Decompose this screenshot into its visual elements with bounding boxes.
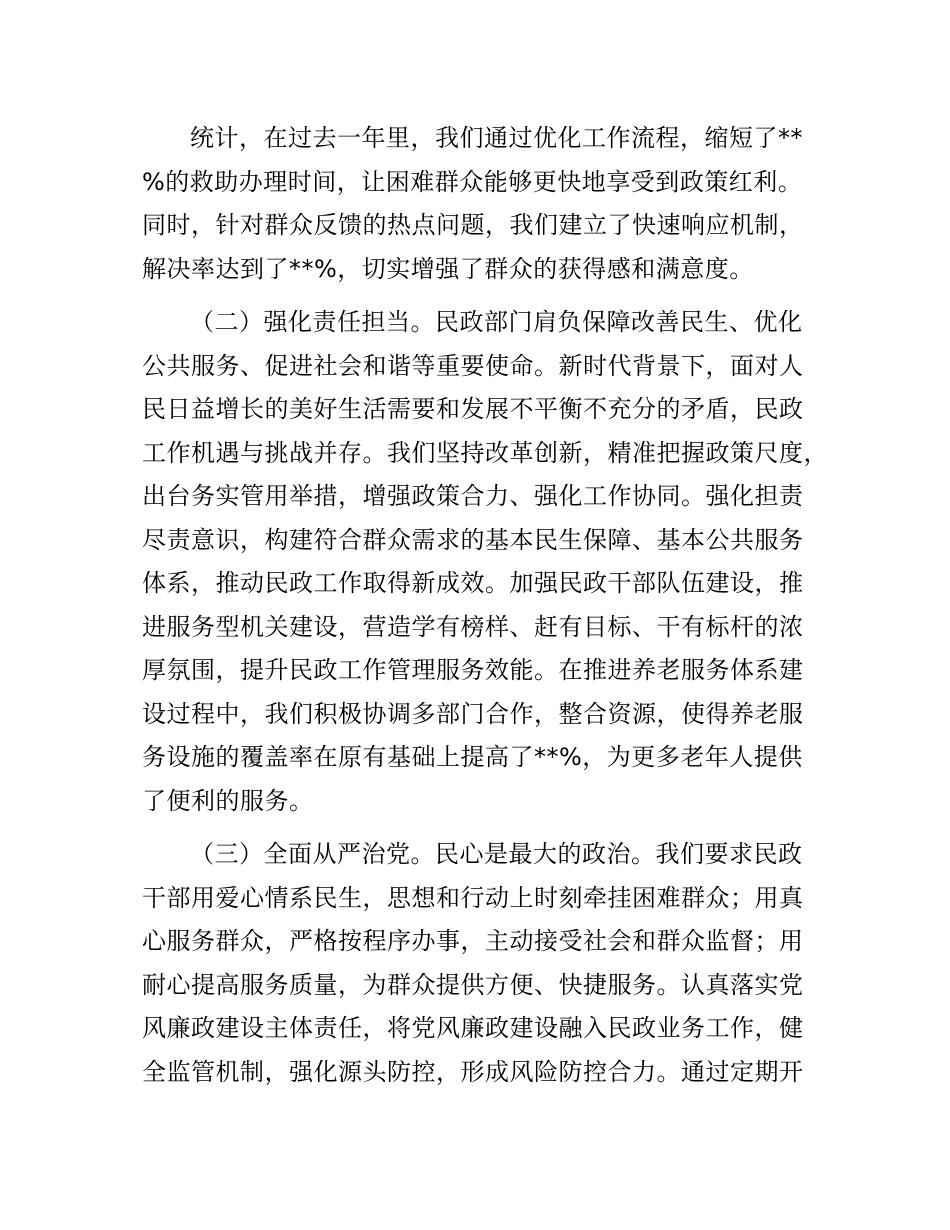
text-line: 设过程中，我们积极协调多部门合作，整合资源，使得养老服: [142, 699, 804, 728]
text-line: 干部用爱心情系民生，思想和行动上时刻牵挂困难群众；用真: [142, 883, 804, 912]
text-line: 心服务群众，严格按程序办事，主动接受社会和群众监督；用: [142, 927, 804, 955]
text-line: 民日益增长的美好生活需要和发展不平衡不充分的矛盾，民政: [142, 395, 804, 423]
paragraph-statistics: [142, 117, 842, 291]
text-line: 进服务型机关建设，营造学有榜样、赶有目标、干有标杆的浓: [142, 612, 804, 641]
document-body: [142, 117, 842, 1104]
text-line: %的救助办理时间，让困难群众能够更快地享受到政策红利。: [142, 167, 803, 196]
text-line: 解决率达到了**%，切实增强了群众的获得感和满意度。: [142, 254, 754, 283]
paragraph-responsibility: [142, 301, 842, 823]
text-line: 尽责意识，构建符合群众需求的基本民生保障、基本公共服务: [142, 525, 804, 554]
text-line: 全监管机制，强化源头防控，形成风险防控合力。通过定期开: [142, 1057, 804, 1086]
text-line: 耐心提高服务质量，为群众提供方便、快捷服务。认真落实党: [142, 970, 804, 999]
text-line: 务设施的覆盖率在原有基础上提高了**%，为更多老年人提供: [142, 743, 803, 771]
paragraph-party-discipline: [142, 833, 842, 1094]
text-line: 体系，推动民政工作取得新成效。加强民政干部队伍建设，推: [142, 569, 804, 597]
text-line: （二）强化责任担当。民政部门肩负保障改善民生、优化: [190, 308, 803, 336]
text-line: 出台务实管用举措，增强政策合力、强化工作协同。强化担责: [142, 482, 804, 510]
text-line: 统计，在过去一年里，我们通过优化工作流程，缩短了**: [190, 124, 803, 152]
text-line: 厚氛围，提升民政工作管理服务效能。在推进养老服务体系建: [142, 656, 804, 684]
text-line: 工作机遇与挑战并存。我们坚持改革创新，精准把握政策尺度，: [142, 438, 828, 467]
text-line: 公共服务、促进社会和谐等重要使命。新时代背景下，面对人: [142, 351, 804, 380]
text-line: 了便利的服务。: [142, 786, 314, 815]
text-line: （三）全面从严治党。民心是最大的政治。我们要求民政: [190, 840, 803, 868]
text-line: 同时，针对群众反馈的热点问题，我们建立了快速响应机制，: [142, 211, 804, 239]
text-line: 风廉政建设主体责任，将党风廉政建设融入民政业务工作，健: [142, 1014, 804, 1042]
